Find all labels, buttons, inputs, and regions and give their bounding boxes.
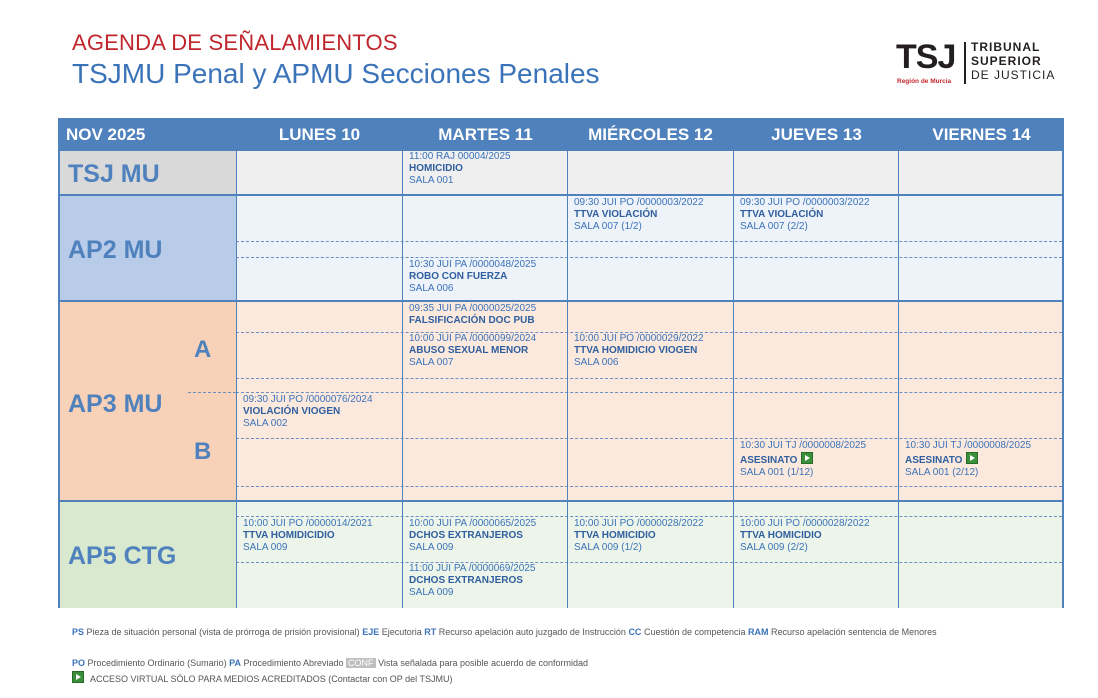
day-header-thu: JUEVES 13 — [771, 125, 862, 144]
hearing-type: DCHOS EXTRANJEROS — [409, 530, 523, 541]
month-header: NOV 2025 — [66, 125, 146, 144]
hearing-type: ASESINATO — [740, 455, 798, 466]
hearing-room: SALA 007 — [409, 357, 454, 368]
hearing-ref: 10:00 JUI PO /0000028/2022 — [574, 518, 704, 529]
hearing-ref: 09:35 JUI PA /0000025/2025 — [409, 303, 537, 314]
hearing-type: TTVA HOMICIDIO — [574, 530, 656, 541]
hearing-ref: 11:00 RAJ 00004/2025 — [409, 151, 511, 162]
hearing-ref: 09:30 JUI PO /0000003/2022 — [574, 197, 704, 208]
hearing-entry — [409, 333, 536, 369]
hearing-room: SALA 002 — [243, 418, 288, 429]
hearing-entry — [905, 440, 1031, 479]
divider — [236, 486, 1062, 487]
legend-code: PO — [72, 658, 86, 668]
day-header-wed: MIÉRCOLES 12 — [588, 125, 713, 144]
col-divider — [402, 149, 403, 608]
hearing-ref: 10:00 JUI PO /0000029/2022 — [574, 333, 704, 344]
hearing-ref: 09:30 JUI PO /0000003/2022 — [740, 197, 870, 208]
divider — [236, 241, 1062, 242]
hearing-entry — [409, 151, 511, 187]
logo-divider — [964, 42, 966, 84]
legend-abbrev — [72, 626, 1052, 639]
section-ap3-mu: AP3 MU — [68, 390, 163, 418]
virtual-access-icon[interactable] — [966, 452, 978, 464]
hearing-room: SALA 009 — [243, 542, 288, 553]
hearing-entry — [740, 440, 866, 479]
legend-text: Recurso apelación auto juzgado de Instrucción — [438, 627, 626, 637]
hearing-type: TTVA VIOLACIÓN — [574, 209, 658, 220]
hearing-room: SALA 006 — [574, 357, 619, 368]
divider — [236, 438, 1062, 439]
table-header-row — [60, 120, 1062, 149]
agenda-subtitle: TSJMU Penal y APMU Secciones Penales — [72, 58, 600, 89]
hearing-room: SALA 009 — [409, 587, 454, 598]
hearing-type: ASESINATO — [905, 455, 963, 466]
logo-tsj: TSJ — [896, 38, 956, 76]
conf-badge: CONF — [348, 658, 374, 668]
legend-text: Procedimiento Abreviado — [243, 658, 344, 668]
hearing-entry — [740, 518, 870, 554]
divider — [60, 300, 1062, 302]
divider — [236, 392, 1062, 393]
hearing-type: TTVA HOMICIDIO — [740, 530, 822, 541]
section-ap2-mu: AP2 MU — [68, 236, 163, 264]
hearing-entry — [574, 197, 704, 233]
divider — [236, 378, 1062, 379]
hearing-room: SALA 001 — [409, 175, 454, 186]
hearing-ref: 10:00 JUI PA /0000099/2024 — [409, 333, 537, 344]
col-divider — [567, 149, 568, 608]
divider — [60, 500, 1062, 502]
legend-text: Cuestión de competencia — [643, 627, 746, 637]
legend-procedures — [72, 657, 1052, 670]
hearing-room: SALA 009 (1/2) — [574, 542, 642, 553]
hearing-entry — [409, 563, 535, 599]
hearing-entry — [409, 259, 536, 295]
hearing-room: SALA 001 (2/12) — [905, 467, 979, 478]
legend-text: Ejecutoria — [381, 627, 422, 637]
legend-code: RT — [424, 627, 437, 637]
hearing-ref: 09:30 JUI PO /0000076/2024 — [243, 394, 373, 405]
divider — [60, 194, 1062, 196]
schedule-table — [58, 118, 1064, 608]
section-ap5-ctg: AP5 CTG — [68, 542, 177, 570]
logo-line1: TRIBUNAL — [971, 40, 1041, 54]
legend-virtual — [72, 671, 1052, 686]
hearing-entry — [409, 518, 536, 554]
hearing-room: SALA 001 (1/12) — [740, 467, 814, 478]
hearing-type: ROBO CON FUERZA — [409, 271, 508, 282]
hearing-entry — [574, 518, 704, 554]
legend-code: PA — [229, 658, 241, 668]
hearing-type: HOMICIDIO — [409, 163, 463, 174]
tsj-logo — [896, 40, 1056, 86]
hearing-entry — [243, 518, 373, 554]
hearing-type: TTVA HOMIDICIO VIOGEN — [574, 345, 698, 356]
hearing-entry — [574, 333, 704, 369]
legend-text: Pieza de situación personal (vista de prórroga de prisión provisional) — [86, 627, 360, 637]
hearing-entry — [243, 394, 373, 430]
day-header-mon: LUNES 10 — [278, 125, 361, 144]
legend-code: CC — [628, 627, 642, 637]
hearing-type: FALSIFICACIÓN DOC PUB — [409, 315, 535, 326]
hearing-room: SALA 007 (1/2) — [574, 221, 642, 232]
hearing-type: ABUSO SEXUAL MENOR — [409, 345, 529, 356]
hearing-entry — [409, 303, 536, 327]
virtual-access-icon[interactable] — [801, 452, 813, 464]
logo-line2: SUPERIOR — [971, 54, 1042, 68]
hearing-type: TTVA HOMIDICIDIO — [243, 530, 335, 541]
legend-code: PS — [72, 627, 85, 637]
hearing-ref: 11:00 JUI PA /0000069/2025 — [409, 563, 536, 574]
hearing-ref: 10:00 JUI PO /0000028/2022 — [740, 518, 870, 529]
legend-text: Procedimiento Ordinario (Sumario) — [87, 658, 227, 668]
hearing-type: DCHOS EXTRANJEROS — [409, 575, 523, 586]
logo-region: Región de Murcia — [897, 78, 952, 85]
divider — [188, 392, 236, 393]
col-divider — [898, 149, 899, 608]
hearing-type: VIOLACIÓN VIOGEN — [243, 406, 341, 417]
legend-text: Vista señalada para posible acuerdo de conformidad — [378, 658, 589, 668]
virtual-access-icon — [72, 671, 84, 683]
day-header-fri: VIERNES 14 — [932, 125, 1031, 144]
hearing-ref: 10:00 JUI PA /0000065/2025 — [409, 518, 537, 529]
divider — [236, 562, 1062, 563]
logo-line3: DE JUSTICIA — [971, 68, 1056, 82]
hearing-ref: 10:30 JUI PA /0000048/2025 — [409, 259, 537, 270]
hearing-ref: 10:30 JUI TJ /0000008/2025 — [905, 440, 1032, 451]
legend-code: EJE — [362, 627, 380, 637]
hearing-ref: 10:00 JUI PO /0000014/2021 — [243, 518, 373, 529]
hearing-room: SALA 009 — [409, 542, 454, 553]
legend-text: ACCESO VIRTUAL SÓLO PARA MEDIOS ACREDITADOS (Contactar con OP del TSJMU) — [90, 674, 453, 684]
hearing-type: TTVA VIOLACIÓN — [740, 209, 824, 220]
col-divider — [236, 149, 237, 608]
hearing-room: SALA 009 (2/2) — [740, 542, 808, 553]
col-divider — [733, 149, 734, 608]
section-ap3-b: B — [194, 438, 212, 465]
divider — [60, 149, 1062, 151]
hearing-ref: 10:30 JUI TJ /0000008/2025 — [740, 440, 867, 451]
section-ap3-a: A — [194, 336, 212, 363]
agenda-title: AGENDA DE SEÑALAMIENTOS — [72, 30, 398, 55]
divider — [236, 516, 1062, 517]
legend-text: Recurso apelación sentencia de Menores — [771, 627, 937, 637]
day-header-tue: MARTES 11 — [438, 125, 533, 144]
legend-code: RAM — [748, 627, 769, 637]
hearing-room: SALA 006 — [409, 283, 454, 294]
hearing-room: SALA 007 (2/2) — [740, 221, 808, 232]
section-tsj-mu: TSJ MU — [68, 160, 160, 188]
divider — [236, 257, 1062, 258]
hearing-entry — [740, 197, 870, 233]
